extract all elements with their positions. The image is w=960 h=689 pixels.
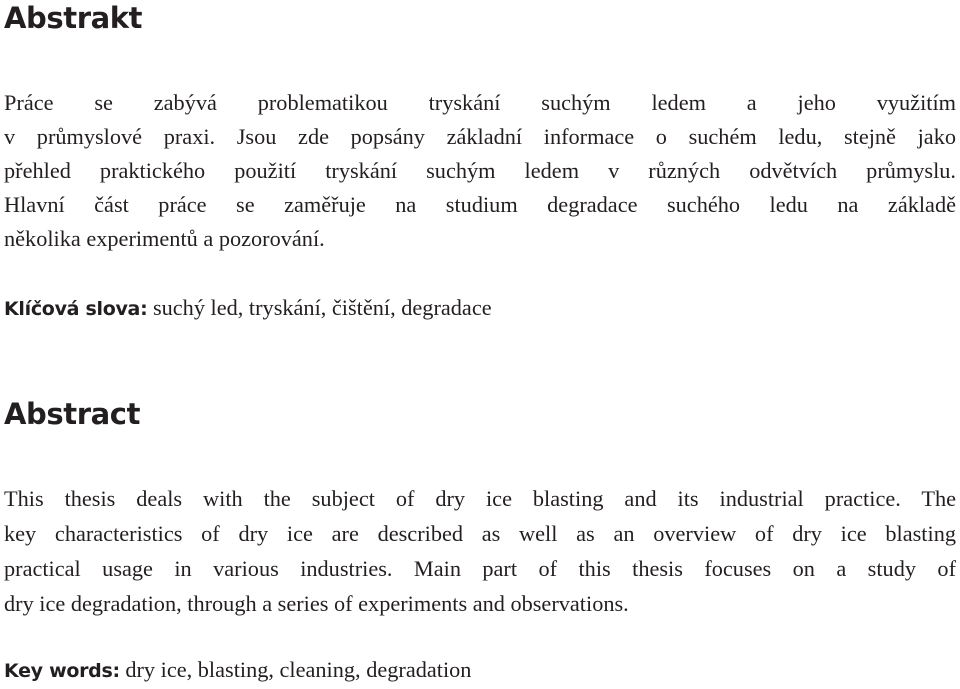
english-abstract-line-1: This thesis deals with the subject of dry ice blasting and its industrial practice. The <box>4 486 956 511</box>
english-abstract-heading: Abstract <box>4 397 141 431</box>
czech-keywords <box>4 291 492 326</box>
english-keywords <box>4 653 471 688</box>
english-keywords-text: dry ice, blasting, cleaning, degradation <box>119 657 472 682</box>
czech-abstract-line-1: Práce se zabývá problematikou tryskání suchým ledem a jeho využitím <box>4 90 956 115</box>
czech-keywords-text: suchý led, tryskání, čištění, degradace <box>147 295 492 320</box>
czech-abstract-line-5: několika experimentů a pozorování. <box>4 226 325 251</box>
czech-keywords-label: Klíčová slova: <box>4 298 148 320</box>
english-abstract-line-4: dry ice degradation, through a series of experiments and observations. <box>4 591 629 616</box>
czech-abstract-line-2: v průmyslové praxi. Jsou zde popsány základní informace o suchém ledu, stejně jako <box>4 124 956 149</box>
czech-abstract-line-3: přehled praktického použití tryskání suchým ledem v různých odvětvích průmyslu. <box>4 158 956 183</box>
english-abstract-line-2: key characteristics of dry ice are described as well as an overview of dry ice blasting <box>4 521 956 546</box>
english-abstract-line-3: practical usage in various industries. Main part of this thesis focuses on a study of <box>4 556 956 581</box>
czech-abstract-heading: Abstrakt <box>4 1 143 35</box>
english-keywords-label: Key words: <box>4 660 120 682</box>
czech-abstract-line-4: Hlavní část práce se zaměřuje na studium degradace suchého ledu na základě <box>4 192 956 217</box>
